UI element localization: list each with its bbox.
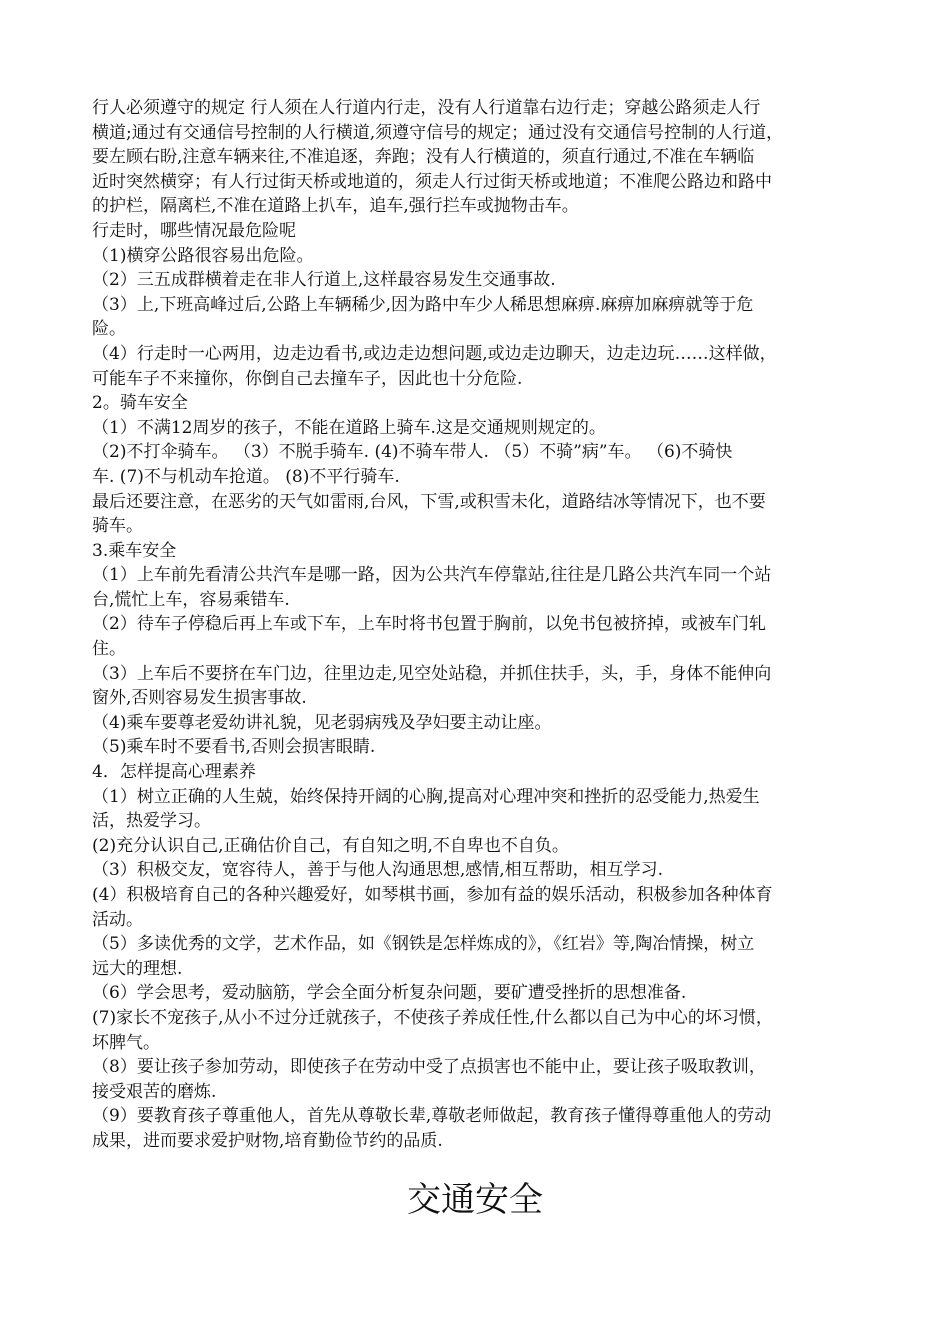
text-line: （1）上车前先看清公共汽车是哪一路，因为公共汽车停靠站,往往是几路公共汽车同一个站 [92,565,772,586]
text-line: （8）要让孩子参加劳动，即使孩子在劳动中受了点损害也不能中止，要让孩子吸取教训， [92,1057,766,1078]
text-line: 骑车。 [92,516,143,537]
text-line: 行人必须遵守的规定 行人须在人行道内行走，没有人行道靠右边行走；穿越公路须走人行 [92,98,761,118]
text-line: （2)不打伞骑车。 （3）不脱手骑车. (4)不骑车带人. （5）不骑”病”车。 （6)不骑快 [92,442,733,463]
text-line: （5）多读优秀的文学，艺术作品，如《钢铁是怎样炼成的》，《红岩》等,陶冶情操，树立 [92,934,755,955]
text-line: （4）行走时一心两用，边走边看书,或边走边想问题,或边走边聊天，边走边玩……这样做， [92,343,777,364]
text-line: 台,慌忙上车，容易乘错车. [92,589,290,610]
text-line: （3）上,下班高峰过后,公路上车辆稀少,因为路中车少人稀思想麻痹.麻痹加麻痹就等于危 [92,294,754,315]
section-heading: 4．怎样提高心理素养 [92,762,256,783]
section-heading: 3.乘车安全 [92,540,177,561]
text-line: （4)乘车要尊老爱幼讲礼貌，见老弱病残及孕妇要主动让座。 [92,712,552,733]
text-line: （1)横穿公路很容易出危险。 [92,245,314,266]
text-line: （2）待车子停稳后再上车或下车，上车时将书包置于胸前，以免书包被挤掉，或被车门轧 [92,614,766,635]
text-line: 的护栏，隔离栏,不准在道路上扒车，追车,强行拦车或抛物击车。 [92,196,579,217]
text-line: （6）学会思考，爱动脑筋，学会全面分析复杂问题，要矿遭受挫折的思想准备. [92,983,687,1004]
text-line: （3）积极交友，宽容待人，善于与他人沟通思想,感情,相互帮助，相互学习. [92,860,664,881]
text-line: (4）积极培育自己的各种兴趣爱好，如琴棋书画，参加有益的娱乐活动，积极参加各种体育 [92,885,773,905]
text-line: （3）上车后不要挤在车门边，往里边走,见空处站稳，并抓住扶手，头，手，身体不能伸向 [92,663,772,684]
text-line: （5)乘车时不要看书,否则会损害眼睛. [92,737,376,758]
text-line: 可能车子不来撞你，你倒自己去撞车子，因此也十分危险. [92,368,523,389]
text-line: 成果，进而要求爱护财物,培育勤俭节约的品质. [92,1130,443,1151]
text-line: （1）树立正确的人生兢，始终保持开阔的心胸,提高对心理冲突和挫折的忍受能力,热爱生 [92,786,760,807]
text-line: 接受艰苦的磨炼. [92,1081,217,1102]
text-line: （9）要教育孩子尊重他人，首先从尊敬长辈,尊敬老师做起，教育孩子懂得尊重他人的劳动 [92,1106,772,1127]
text-line: 远大的理想. [92,958,183,979]
document-body [92,96,867,1154]
text-line: （1）不满12周岁的孩子，不能在道路上骑车.这是交通规则规定的。 [92,417,606,438]
section-heading: 行走时，哪些情况最危险呢 [92,220,296,241]
text-line: (7)家长不宠孩子,从小不过分迁就孩子，不使孩子养成任性,什么都以自己为中心的坏习惯， [92,1007,773,1028]
text-line: 横道;通过有交通信号控制的人行横道,须遵守信号的规定；通过没有交通信号控制的人行道， [92,122,784,143]
text-line: 要左顾右盼,注意车辆来往,不准追逐，奔跑；没有人行横道的，须直行通过,不准在车辆临 [92,147,755,168]
text-line: （2）三五成群横着走在非人行道上,这样最容易发生交通事故. [92,270,556,291]
text-line: 车. (7)不与机动车抢道。 (8)不平行骑车. [92,466,400,487]
text-line: 活，热爱学习。 [92,811,211,832]
text-line: 窗外,否则容易发生损害事故. [92,688,307,709]
text-line: 险。 [92,319,126,340]
text-line: 近时突然横穿；有人行过街天桥或地道的，须走人行过街天桥或地道；不准爬公路边和路中 [92,171,772,192]
page-title: 交通安全 [407,1180,543,1220]
section-heading: 2。骑车安全 [92,393,188,414]
text-line: 坏脾气。 [92,1032,160,1053]
text-line: 活动。 [92,909,143,930]
text-line: 住。 [92,639,126,660]
text-line: 最后还要注意，在恶劣的天气如雷雨,台风，下雪,或积雪未化，道路结冰等情况下，也不要 [92,491,766,512]
text-line: (2)充分认识自己,正确估价自己，有自知之明,不自卑也不自负。 [92,835,569,856]
